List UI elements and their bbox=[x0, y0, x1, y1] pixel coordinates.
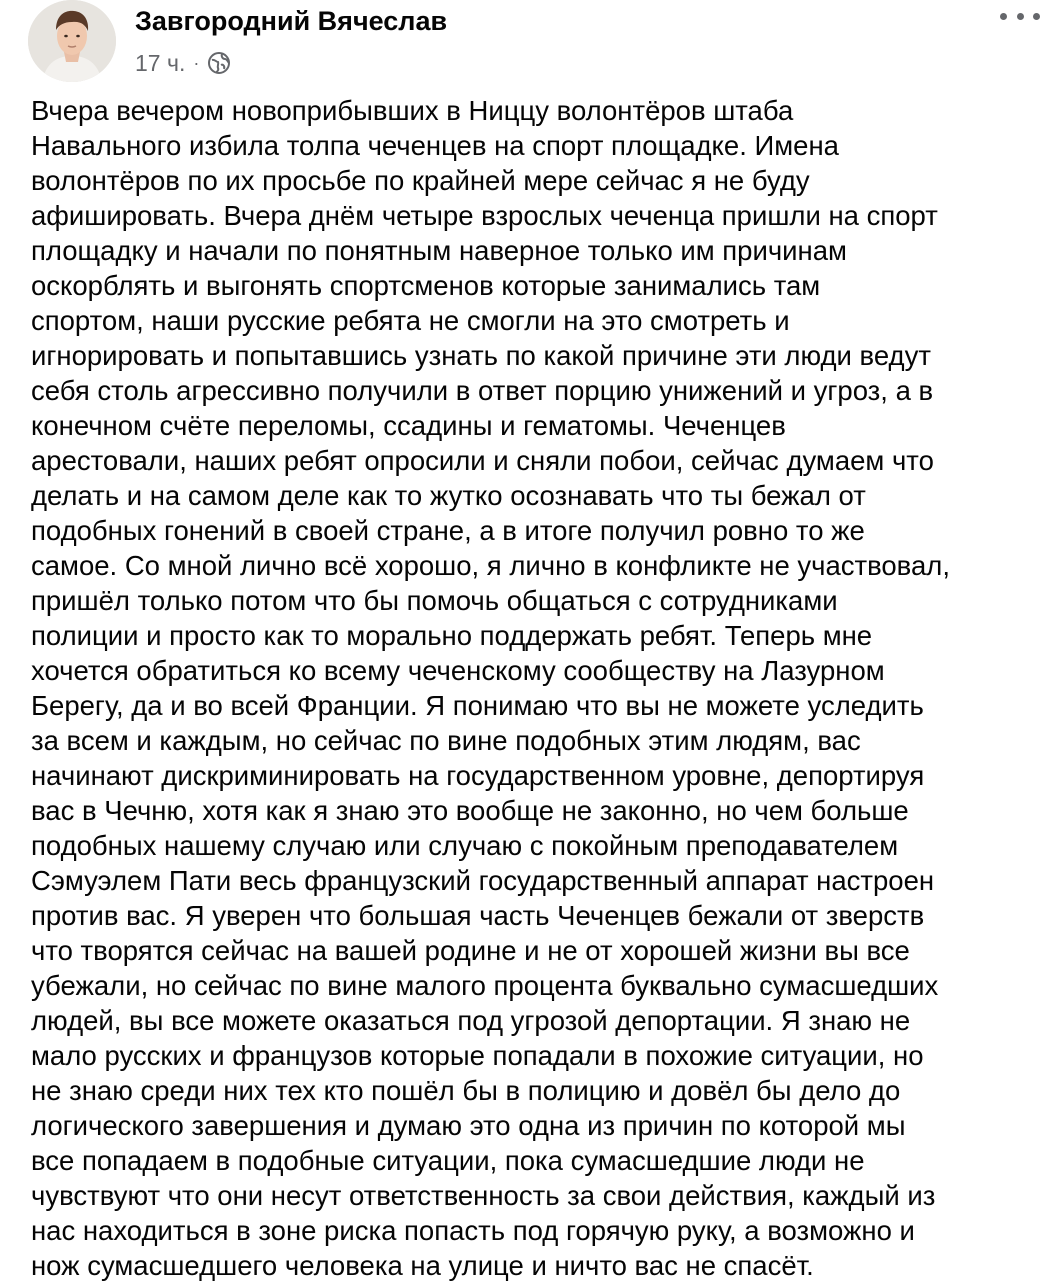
post-text-line: афишировать. Вчера днём четыре взрослых чеченца пришли на спорт bbox=[31, 200, 938, 231]
post-text bbox=[31, 93, 1041, 1283]
post-text-line: начинают дискриминировать на государственном уровне, депортируя bbox=[31, 760, 925, 791]
post-text-line: людей, вы все можете оказаться под угрозой депортации. Я знаю не bbox=[31, 1005, 911, 1036]
post-text-line: вас в Чечню, хотя как я знаю это вообще не законно, но чем больше bbox=[31, 795, 909, 826]
post-text-line: самое. Со мной лично всё хорошо, я лично в конфликте не участвовал, bbox=[31, 550, 950, 581]
post-text-line: арестовали, наших ребят опросили и сняли побои, сейчас думаем что bbox=[31, 445, 934, 476]
post-text-line: не знаю среди них тех кто пошёл бы в полицию и довёл бы дело до bbox=[31, 1075, 901, 1106]
post-text-line: хочется обратиться ко всему чеченскому сообществу на Лазурном bbox=[31, 655, 885, 686]
post-text-line: все попадаем в подобные ситуации, пока сумасшедшие люди не bbox=[31, 1145, 865, 1176]
globe-icon[interactable] bbox=[207, 51, 231, 75]
post-text-line: логического завершения и думаю это одна из причин по которой мы bbox=[31, 1110, 906, 1141]
post-text-line: за всем и каждым, но сейчас по вине подобных этим людям, вас bbox=[31, 725, 861, 756]
post-text-line: подобных нашему случаю или случаю с покойным преподавателем bbox=[31, 830, 899, 861]
author-avatar[interactable] bbox=[28, 0, 116, 82]
post-text-line: игнорировать и попытавшись узнать по какой причине эти люди ведут bbox=[31, 340, 931, 371]
user-avatar-icon bbox=[28, 0, 116, 82]
post-text-line: себя столь агрессивно получили в ответ порцию унижений и угроз, а в bbox=[31, 375, 934, 406]
post-text-line: пришёл только потом что бы помочь общаться с сотрудниками bbox=[31, 585, 838, 616]
post-text-line: Берегу, да и во всей Франции. Я понимаю что вы не можете уследить bbox=[31, 690, 924, 721]
author-name[interactable]: Завгородний Вячеслав bbox=[135, 6, 448, 36]
post-timestamp[interactable]: 17 ч. bbox=[135, 49, 186, 76]
more-dot bbox=[1033, 13, 1040, 20]
post-meta bbox=[135, 48, 231, 78]
post-text-line: чувствуют что они несут ответственность за свои действия, каждый из bbox=[31, 1180, 936, 1211]
post-text-line: оскорблять и выгонять спортсменов которые занимались там bbox=[31, 270, 821, 301]
more-options-icon[interactable] bbox=[1000, 6, 1040, 26]
post-text-line: полиции и просто как то морально поддержать ребят. Теперь мне bbox=[31, 620, 873, 651]
post-text-line: против вас. Я уверен что большая часть Чеченцев бежали от зверств bbox=[31, 900, 925, 931]
post-text-line: что творятся сейчас на вашей родине и не от хорошей жизни вы все bbox=[31, 935, 910, 966]
post-text-line: делать и на самом деле как то жутко осознавать что ты бежал от bbox=[31, 480, 866, 511]
post-text-line: подобных гонений в своей стране, а в итоге получил ровно то же bbox=[31, 515, 865, 546]
post-text-line: Навального избила толпа чеченцев на спорт площадке. Имена bbox=[31, 130, 839, 161]
post-text-line: конечном счёте переломы, ссадины и гематомы. Чеченцев bbox=[31, 410, 786, 441]
post-text-line: площадку и начали по понятным наверное только им причинам bbox=[31, 235, 847, 266]
post-text-line: спортом, наши русские ребята не смогли на это смотреть и bbox=[31, 305, 790, 336]
post-text-line: нас находиться в зоне риска попасть под горячую руку, а возможно и bbox=[31, 1215, 915, 1246]
post-text-line: мало русских и французов которые попадали в похожие ситуации, но bbox=[31, 1040, 924, 1071]
post-text-line: волонтёров по их просьбе по крайней мере сейчас я не буду bbox=[31, 165, 810, 196]
post-text-line: Сэмуэлем Пати весь французский государственный аппарат настроен bbox=[31, 865, 935, 896]
post-text-line: Вчера вечером новоприбывших в Ниццу волонтёров штаба bbox=[31, 95, 794, 126]
more-dot bbox=[1000, 13, 1007, 20]
post-header bbox=[0, 0, 1056, 90]
more-dot bbox=[1017, 13, 1024, 20]
post-text-line: нож сумасшедшего человека на улице и ничто вас не спасёт. bbox=[31, 1250, 814, 1281]
meta-separator: · bbox=[193, 52, 200, 73]
post-text-line: убежали, но сейчас по вине малого процента буквально сумасшедших bbox=[31, 970, 939, 1001]
